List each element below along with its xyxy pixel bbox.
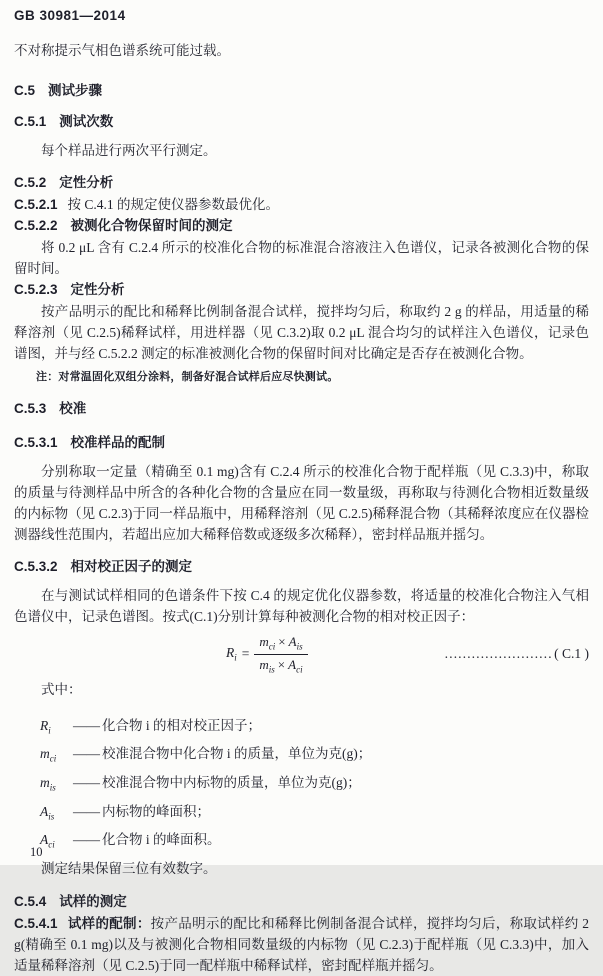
heading-number: C.5.1 <box>14 114 47 129</box>
formula-fraction <box>254 634 307 674</box>
variable-term: $A_{ci}$ <box>40 832 55 851</box>
clause-c521 <box>14 194 589 215</box>
definition-row <box>40 828 589 857</box>
heading-number: C.5.3 <box>14 401 47 416</box>
paragraph-c532: 在与测试试样相同的色谱条件下按 C.4 的规定优化仪器参数，将适量的校准化合物注入气相色谱仪中，记录色谱图。按式(C.1)分别计算每种被测化合物的相对校正因子： <box>14 588 589 624</box>
clause-text: 按产品明示的配比和稀释比例制备混合试样，搅拌均匀后，称取试样约 2 g(精确至 0.1 mg)以及与被测化合物相同数量级的内标物（见 C.2.3)于配样瓶（见 C.3.3)中，加入适量稀释溶剂（见 C.2.5)于同一配样瓶中稀释试样，密封配样瓶并摇匀。 <box>14 916 590 974</box>
heading-c53 <box>14 400 589 418</box>
heading-title: 校准 <box>59 401 87 416</box>
heading-c51 <box>14 113 589 131</box>
definition-dash: —— <box>73 746 100 762</box>
fraction-denominator: $m_{is} \times A_{ci}$ <box>259 656 303 675</box>
multiply-sign: × <box>277 656 286 672</box>
paragraph-c531: 分别称取一定量（精确至 0.1 mg)含有 C.2.4 所示的校准化合物于配样瓶（见 C.3.3)中，称取的质量与待测样品中所含的各种化合物的含量应在同一数量级，再称取与待测化合物相近数量级的内标物（见 C.2.3)于同一样品瓶中，用稀释溶剂（见 C.2.5)稀释混合物（其稀释浓度应在仪器检测器线性范围内，若超出应加大稀释倍数或逐级多次稀释），密封样品瓶并摇匀。 <box>14 464 589 542</box>
result-paragraph: 测定结果保留三位有效数字。 <box>41 861 217 877</box>
definition-row <box>40 714 589 743</box>
definition-dash: —— <box>73 803 100 819</box>
definition-dash: —— <box>73 832 100 848</box>
heading-title: 被测化合物保留时间的测定 <box>70 218 233 233</box>
formula-lhs: $R_i$ <box>226 645 237 663</box>
heading-c523 <box>14 281 589 299</box>
heading-number: C.5.2.2 <box>14 218 58 233</box>
fraction-numerator: $m_{ci} \times A_{is}$ <box>254 634 307 655</box>
formula-c1 <box>226 634 308 674</box>
clause-runin-title: 试样的配制： <box>67 916 151 932</box>
heading-title: 测试步骤 <box>48 83 103 98</box>
heading-number: C.5.3.1 <box>14 435 58 450</box>
definition-text: 化合物 i 的峰面积。 <box>102 832 221 848</box>
formula-c1-row <box>14 634 589 674</box>
clause-number: C.5.2.1 <box>14 197 58 212</box>
variable-term: $m_{ci}$ <box>40 746 57 765</box>
heading-title: 测试次数 <box>59 114 114 129</box>
note-paragraph <box>36 370 589 385</box>
heading-title: 定性分析 <box>59 175 114 190</box>
multiply-sign: × <box>278 634 286 649</box>
dotted-leader: …………………… <box>444 646 553 662</box>
clause-text: 按 C.4.1 的规定使仪器参数最优化。 <box>67 197 280 212</box>
standard-number-header: GB 30981—2014 <box>14 8 126 23</box>
variable-term: $m_{is}$ <box>40 775 56 793</box>
paragraph-c523: 按产品明示的配比和稀释比例制备混合试样，搅拌均匀后，称取约 2 g 的样品，用适量的稀释溶剂（见 C.2.5)稀释试样，用进样器（见 C.3.2)取 0.2 μL 混合均匀的试样注入色谱仪，记录色谱图，并与经 C.5.2.2 测定的标准被测化合物的保留时间对比确定是否存在被测化合物。 <box>14 304 589 361</box>
heading-number: C.5.2.3 <box>14 282 58 297</box>
where-label: 式中： <box>41 682 82 698</box>
heading-number: C.5 <box>14 83 36 98</box>
definition-dash: —— <box>73 775 100 791</box>
definition-dash: —— <box>73 717 100 733</box>
variable-term: $A_{is}$ <box>40 803 55 822</box>
heading-c532 <box>14 558 589 576</box>
clause-c541 <box>14 913 589 976</box>
heading-title: 定性分析 <box>70 282 125 297</box>
heading-c54 <box>14 893 589 911</box>
intro-paragraph: 不对称提示气相色谱系统可能过载。 <box>14 43 230 58</box>
heading-number: C.5.4 <box>14 894 47 910</box>
formula-label: ( C.1 ) <box>554 646 589 662</box>
paragraph-c51: 每个样品进行两次平行测定。 <box>41 143 217 158</box>
heading-c522 <box>14 217 589 235</box>
note-label: 注： <box>36 371 59 383</box>
equals-sign: = <box>241 646 250 662</box>
heading-c531 <box>14 434 589 452</box>
definition-text: 校准混合物中化合物 i 的质量，单位为克(g)； <box>102 746 372 762</box>
definition-row <box>40 800 589 829</box>
paragraph-c522: 将 0.2 μL 含有 C.2.4 所示的校准化合物的标准混合溶液注入色谱仪，记录各被测化合物的保留时间。 <box>14 240 589 276</box>
definition-text: 校准混合物中内标物的质量，单位为克(g)； <box>102 775 361 791</box>
heading-title: 试样的测定 <box>59 894 127 910</box>
heading-title: 校准样品的配制 <box>70 435 166 450</box>
definition-text: 化合物 i 的相对校正因子； <box>102 717 262 733</box>
page-number: 10 <box>30 845 43 859</box>
heading-c52 <box>14 174 589 192</box>
heading-c5 <box>14 82 589 100</box>
note-text: 对常温固化双组分涂料，制备好混合试样后应尽快测试。 <box>58 371 339 383</box>
definition-row <box>40 771 589 800</box>
definition-text: 内标物的峰面积； <box>102 803 210 819</box>
heading-number: C.5.2 <box>14 175 47 190</box>
variable-term: $R_i$ <box>40 717 51 736</box>
heading-title: 相对校正因子的测定 <box>70 559 193 574</box>
clause-number: C.5.4.1 <box>14 916 58 932</box>
definition-row <box>40 742 589 771</box>
heading-number: C.5.3.2 <box>14 559 58 574</box>
